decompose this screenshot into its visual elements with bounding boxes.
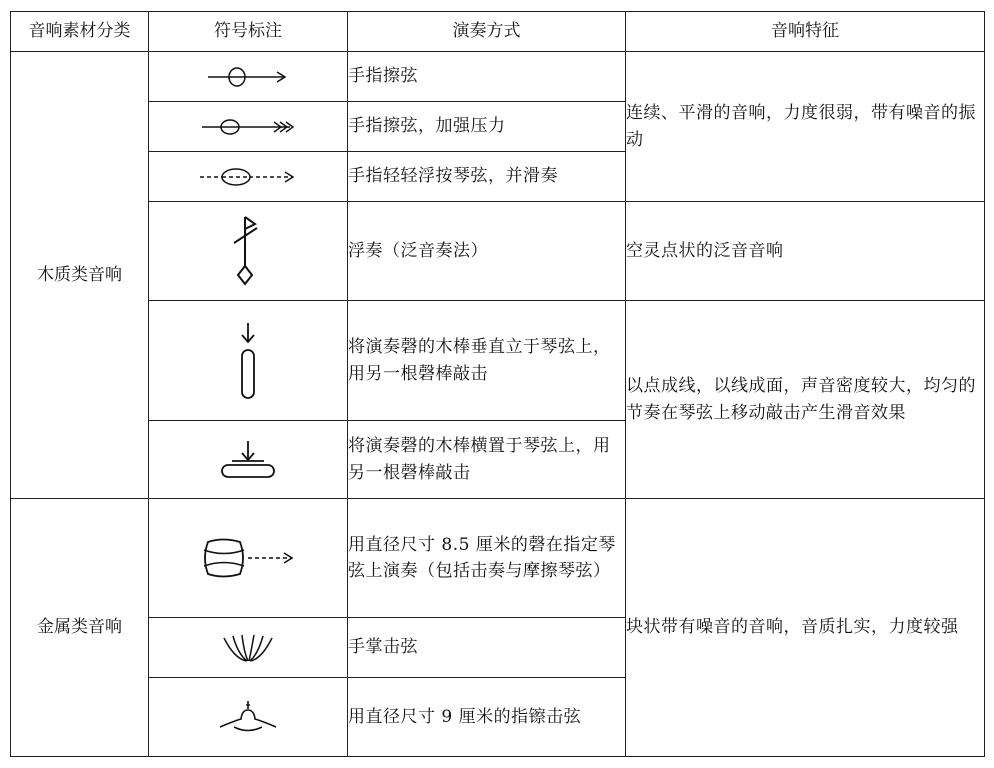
dashed-ellipse-arrow-icon bbox=[198, 165, 298, 189]
ellipse-double-arrow-icon bbox=[200, 115, 296, 139]
header-symbol: 符号标注 bbox=[149, 12, 348, 52]
method-cell: 将演奏磬的木棒横置于琴弦上，用另一根磬棒敲击 bbox=[348, 421, 626, 499]
symbol-cell bbox=[149, 102, 348, 152]
symbol-cell bbox=[149, 152, 348, 202]
symbol-cell bbox=[149, 202, 348, 301]
sound-material-table bbox=[10, 11, 985, 757]
horizontal-stick-icon bbox=[218, 439, 278, 481]
table-row bbox=[11, 301, 985, 421]
header-row bbox=[11, 12, 985, 52]
diamond-flag-icon bbox=[228, 215, 268, 287]
character-cell: 以点成线，以线成面，声音密度较大，均匀的节奏在琴弦上移动敲击产生滑音效果 bbox=[626, 301, 985, 499]
symbol-cell bbox=[149, 618, 348, 678]
symbol-cell bbox=[149, 499, 348, 618]
character-cell: 空灵点状的泛音音响 bbox=[626, 202, 985, 301]
palm-strike-icon bbox=[220, 632, 276, 664]
symbol-cell bbox=[149, 52, 348, 102]
header-category: 音响素材分类 bbox=[11, 12, 149, 52]
method-cell: 手指擦弦 bbox=[348, 52, 626, 102]
method-cell: 手指擦弦，加强压力 bbox=[348, 102, 626, 152]
character-cell: 连续、平滑的音响，力度很弱，带有噪音的振动 bbox=[626, 52, 985, 202]
header-method: 演奏方式 bbox=[348, 12, 626, 52]
table-row bbox=[11, 52, 985, 102]
character-cell: 块状带有噪音的音响，音质扎实，力度较强 bbox=[626, 499, 985, 757]
method-cell: 用直径尺寸 9 厘米的指镲击弦 bbox=[348, 678, 626, 757]
symbol-cell bbox=[149, 421, 348, 499]
bell-dashed-arrow-icon bbox=[198, 536, 298, 580]
symbol-cell bbox=[149, 678, 348, 757]
method-cell: 用直径尺寸 8.5 厘米的磬在指定琴弦上演奏（包括击奏与摩擦琴弦） bbox=[348, 499, 626, 618]
method-cell: 手掌击弦 bbox=[348, 618, 626, 678]
method-cell: 浮奏（泛音奏法） bbox=[348, 202, 626, 301]
header-character: 音响特征 bbox=[626, 12, 985, 52]
circle-arrow-icon bbox=[206, 65, 290, 89]
method-cell: 将演奏磬的木棒垂直立于琴弦上，用另一根磬棒敲击 bbox=[348, 301, 626, 421]
category-wood: 木质类音响 bbox=[11, 52, 149, 499]
table-row bbox=[11, 499, 985, 618]
category-metal: 金属类音响 bbox=[11, 499, 149, 757]
table-row bbox=[11, 202, 985, 301]
vertical-stick-icon bbox=[233, 321, 263, 401]
symbol-cell bbox=[149, 301, 348, 421]
finger-cymbal-icon bbox=[216, 697, 280, 737]
method-cell: 手指轻轻浮按琴弦，并滑奏 bbox=[348, 152, 626, 202]
